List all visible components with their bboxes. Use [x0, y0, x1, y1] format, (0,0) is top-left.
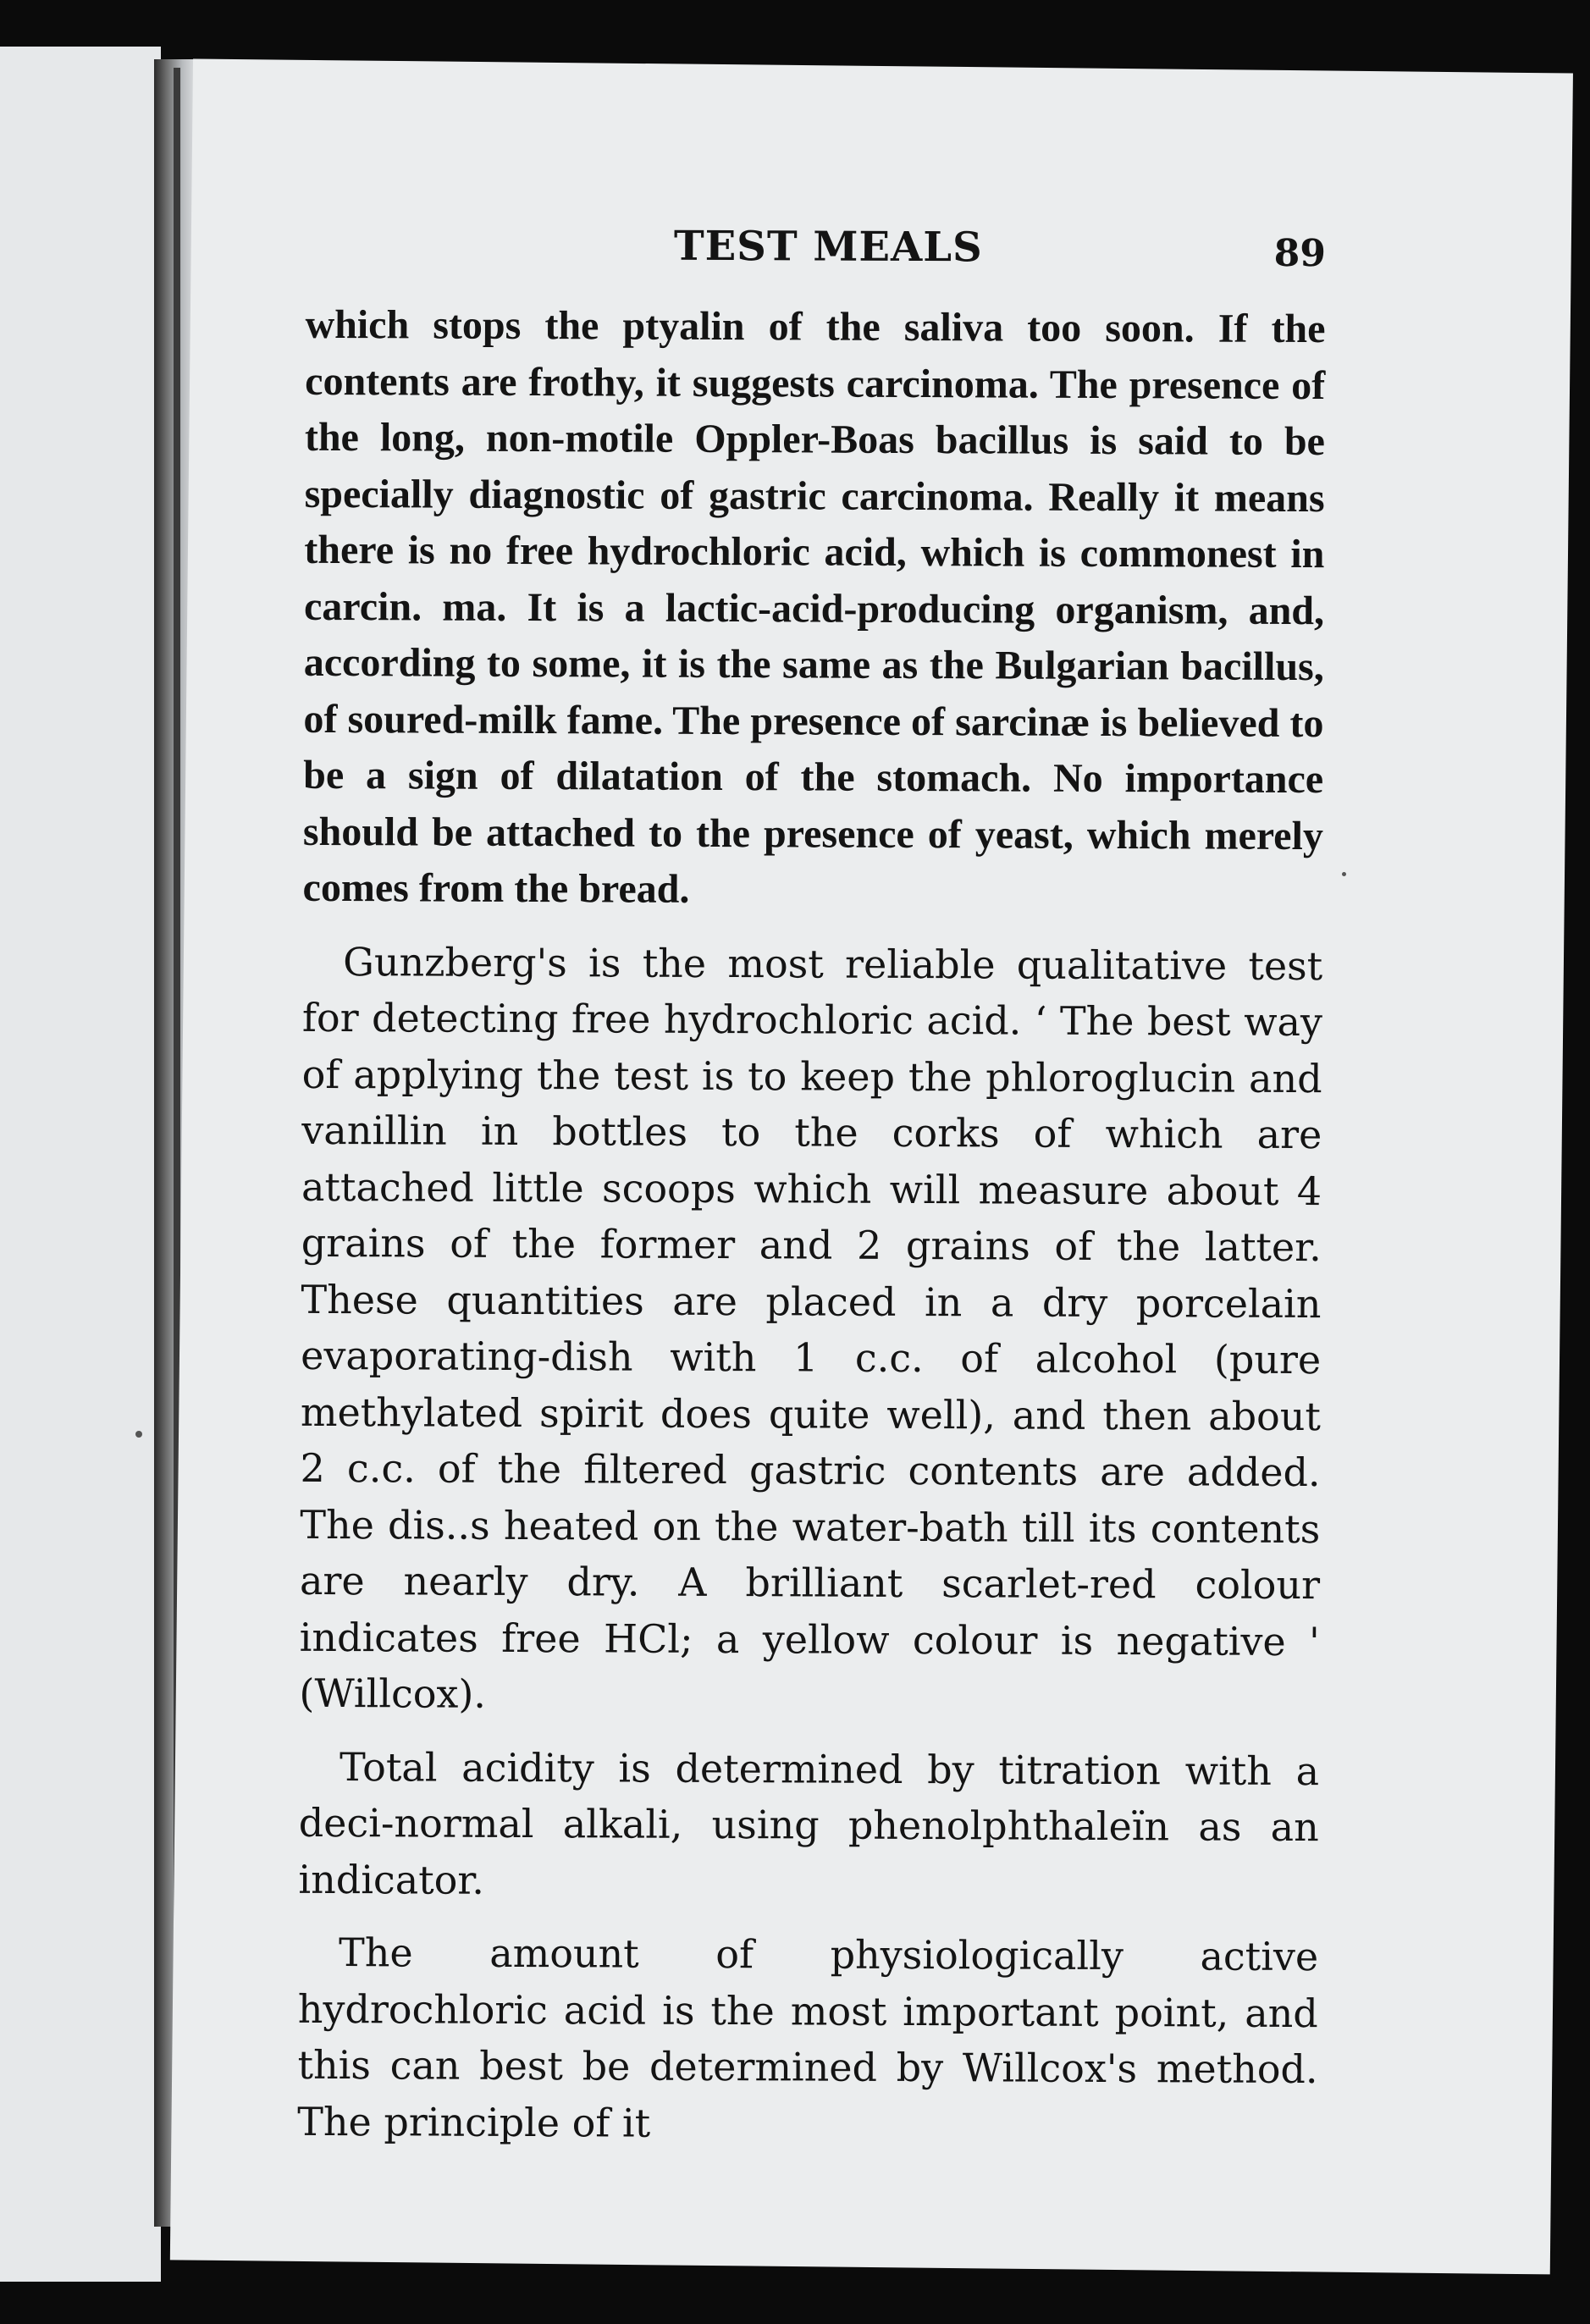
- left-page-edge: [0, 47, 161, 2282]
- paragraph-4: The amount of physiologically active hydrochloric acid is the most important point, and this can best be determined by Willcox's method. The principle of it: [297, 1929, 1319, 2146]
- page-number: 89: [1273, 231, 1327, 276]
- running-title: TEST MEALS: [673, 222, 983, 272]
- paragraph-2: Gunzberg's is the most reliable qualitative test for detecting free hydrochloric acid. ‘ The best way of applying the test is to keep the phloroglucin and vanillin in bottles to the corks of which are attached little scoops which will measure about 4 grains of the former and 2 grains of the latter. These quantities are placed in a dry porcelain evaporating-dish with 1 c.c. of alcohol (pure methylated spirit does quite well), and then about 2 c.c. of the filtered gastric contents are added. The dis..s heated on the water-bath till its contents are nearly dry. A brilliant scarlet-red colour indicates free HCl; a yellow colour is negative ' (Willcox).: [299, 938, 1323, 1717]
- speck-mark: [1342, 872, 1346, 876]
- book-page: [170, 58, 1573, 2274]
- speck-mark: [135, 1431, 142, 1438]
- paragraph-3: Total acidity is determined by titration with a deci-normal alkali, using phenolphthaleïn as an indicator.: [298, 1743, 1320, 1903]
- page-content: [297, 221, 1326, 2171]
- paragraph-1: which stops the ptyalin of the saliva too soon. If the contents are frothy, it suggests carcinoma. The presence of the long, non-motile Oppler-Boas bacillus is said to be specially diagnostic of gastric carcinoma. Really it means there is no free hydrochloric acid, which is commonest in carcin. ma. It is a lactic-acid-producing organism, and, according to some, it is the same as the Bulgarian bacillus, of soured-milk fame. The presence of sarcinæ is believed to be a sign of dilatation of the stomach. No importance should be attached to the presence of yeast, which merely comes from the bread.: [302, 301, 1326, 912]
- running-header: [306, 221, 1326, 293]
